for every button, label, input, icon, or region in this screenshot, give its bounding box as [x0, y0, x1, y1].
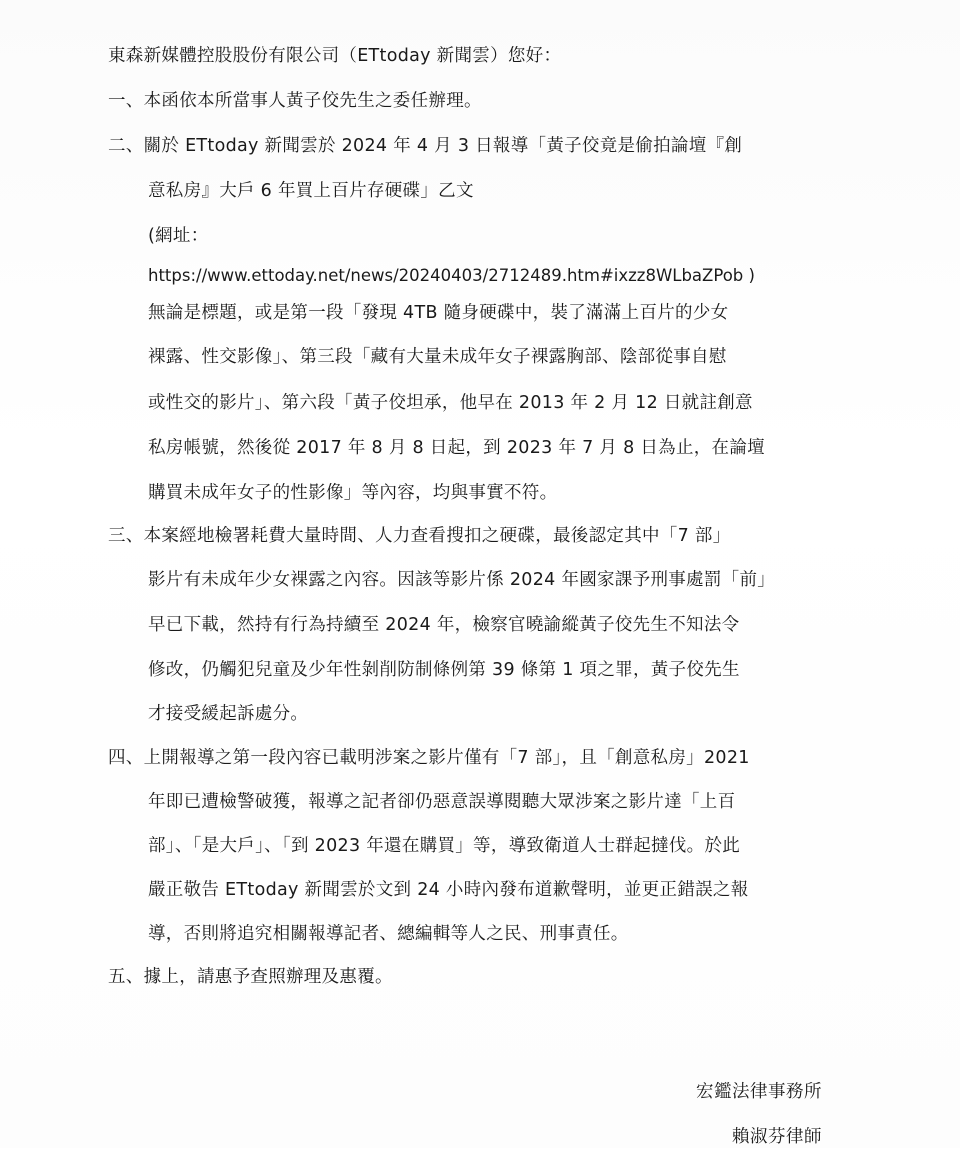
- item-2-line-9: 購買未成年女子的性影像」等內容，均與事實不符。: [148, 483, 558, 503]
- law-firm-name: 宏鑑法律事務所: [696, 1082, 822, 1102]
- item-3-text: 本案經地檢署耗費大量時間、人力查看搜扣之硬碟，最後認定其中「7 部」: [143, 526, 731, 546]
- item-4-line-4: 嚴正敬告 ETtoday 新聞雲於文到 24 小時內發布道歉聲明，並更正錯誤之報: [148, 880, 749, 900]
- item-2-line-8: 私房帳號，然後從 2017 年 8 月 8 日起，到 2023 年 7 月 8 日為止，在論壇: [148, 438, 765, 458]
- lawyer-name: 賴淑芬律師: [732, 1127, 822, 1147]
- article-url: https://www.ettoday.net/news/20240403/2712489.htm#ixzz8WLbaZPob ): [148, 266, 755, 285]
- item-4-line-2: 年即已遭檢警破獲，報導之記者卻仍惡意誤導閱聽大眾涉案之影片達「上百: [148, 792, 736, 812]
- item-2-line-2: 意私房』大戶 6 年買上百片存硬碟」乙文: [148, 181, 474, 201]
- item-3-line-3: 早已下載，然持有行為持續至 2024 年，檢察官曉諭縱黃子佼先生不知法令: [148, 615, 740, 635]
- item-5-number: 五、: [108, 967, 144, 987]
- item-2-line-3: (網址：: [148, 226, 209, 246]
- item-5: [108, 965, 393, 989]
- item-2-line-7: 或性交的影片」、第六段「黃子佼坦承，他早在 2013 年 2 月 12 日就註創意: [148, 393, 753, 413]
- item-2-line-6: 裸露、性交影像」、第三段「藏有大量未成年女子裸露胸部、陰部從事自慰: [148, 347, 727, 367]
- item-4-number: 四、: [108, 748, 144, 768]
- item-4-line-1: [108, 746, 750, 770]
- item-3-line-5: 才接受緩起訴處分。: [148, 704, 309, 724]
- item-2-text: 關於 ETtoday 新聞雲於 2024 年 4 月 3 日報導「黃子佼竟是偷拍論壇『創: [143, 136, 743, 156]
- salutation: 東森新媒體控股股份有限公司（ETtoday 新聞雲）您好：: [108, 46, 562, 66]
- item-3-line-4: 修改，仍觸犯兒童及少年性剝削防制條例第 39 條第 1 項之罪，黃子佼先生: [148, 660, 740, 680]
- item-4-line-3: 部」、「是大戶」、「到 2023 年還在購買」等，導致衛道人士群起撻伐。於此: [148, 836, 741, 856]
- item-1-text: 本函依本所當事人黃子佼先生之委任辦理。: [143, 91, 482, 111]
- item-3-number: 三、: [108, 526, 144, 546]
- item-5-text: 據上，請惠予查照辦理及惠覆。: [143, 967, 393, 987]
- item-2-number: 二、: [108, 136, 144, 156]
- item-2-line-1: [108, 134, 742, 158]
- item-2-line-5: 無論是標題，或是第一段「發現 4TB 隨身硬碟中，裝了滿滿上百片的少女: [148, 303, 729, 323]
- item-1-number: 一、: [108, 91, 144, 111]
- item-3-line-1: [108, 524, 731, 548]
- item-4-text: 上開報導之第一段內容已載明涉案之影片僅有「7 部」，且「創意私房」2021: [143, 748, 750, 768]
- item-4-line-5: 導，否則將追究相關報導記者、總編輯等人之民、刑事責任。: [148, 924, 629, 944]
- item-3-line-2: 影片有未成年少女裸露之內容。因該等影片係 2024 年國家課予刑事處罰「前」: [148, 570, 776, 590]
- item-1: [108, 89, 482, 113]
